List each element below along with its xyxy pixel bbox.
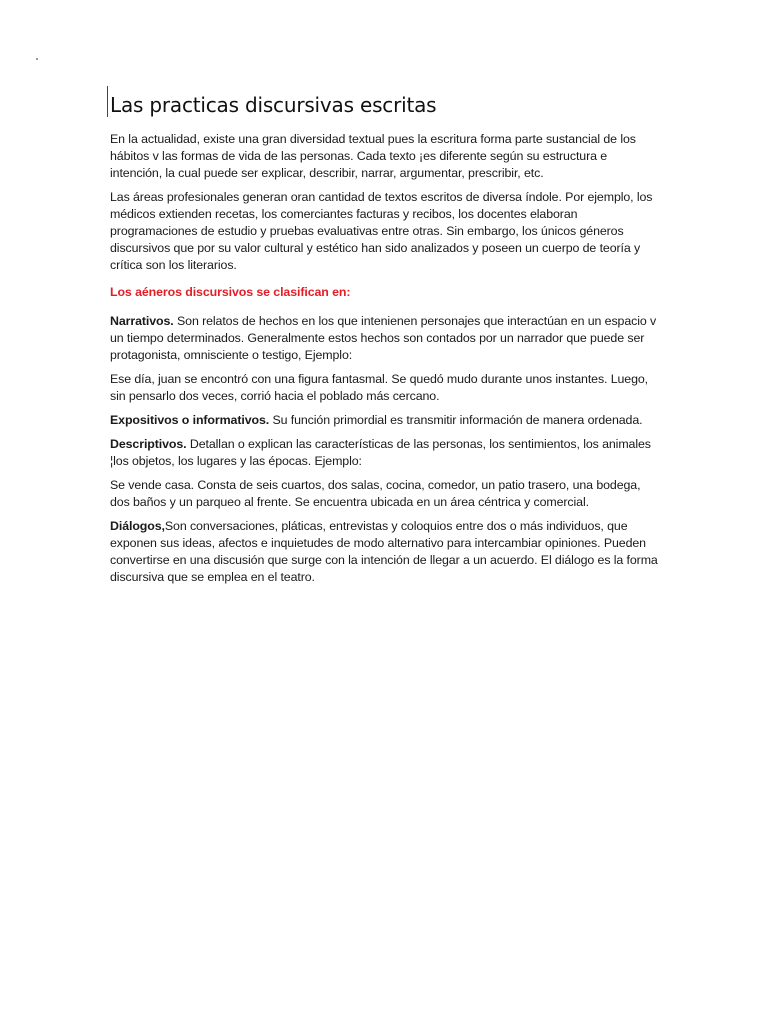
genre-narrativos xyxy=(110,313,658,364)
document-title xyxy=(110,86,658,117)
genre-descriptivos-example: Se vende casa. Consta de seis cuartos, dos salas, cocina, comedor, un patio trasero, una bodega, dos baños y un parqueo al frente. Se encuentra ubicada en un área céntrica y comercial. xyxy=(110,478,641,509)
areas-paragraph: Las áreas profesionales generan oran cantidad de textos escritos de diversa índole. Por ejemplo, los médicos extienden recetas, los comerciantes facturas y recibos, los docentes elaboran programaciones de estudio y pruebas evaluativas entre otras. Sin embargo, los únicos géneros discursivos que por su valor cultural y estético han sido analizados y poseen un cuerpo de teoría y crítica son los literarios. xyxy=(110,190,653,272)
genre-dialogos xyxy=(110,518,658,586)
genre-descriptivos-text: Detallan o explican las características de las personas, los sentimientos, los animales ¦los objetos, los lugares y las épocas. Ejemplo: xyxy=(110,437,651,468)
genre-dialogos-text: Son conversaciones, pláticas, entrevistas y coloquios entre dos o más individuos, que exponen sus ideas, afectos e inquietudes de modo alternativo para intercambiar opiniones. Pueden convertirse en una discusión que surge con la intención de llegar a un acuerdo. El diálogo es la forma discursiva que se emplea en el teatro. xyxy=(110,519,658,584)
genre-expositivos xyxy=(110,412,658,429)
genre-descriptivos xyxy=(110,436,658,470)
intro-paragraph: En la actualidad, existe una gran diversidad textual pues la escritura forma parte sustancial de los hábitos v las formas de vida de las personas. Cada texto ¡es diferente según su estructura e intención, la cual puede ser explicar, describir, narrar, argumentar, prescribir, etc. xyxy=(110,132,636,180)
document-title-text: Las practicas discursivas escritas xyxy=(110,93,437,117)
genre-expositivos-text: Su función primordial es transmitir información de manera ordenada. xyxy=(269,413,643,427)
genre-expositivos-lead: Expositivos o informativos. xyxy=(110,413,270,427)
genre-narrativos-lead: Narrativos. xyxy=(110,314,174,328)
genre-dialogos-lead: Diálogos, xyxy=(110,519,165,533)
section-heading: Los aéneros discursivos se clasifican en: xyxy=(110,285,351,299)
genre-narrativos-example: Ese día, juan se encontró con una figura fantasmal. Se quedó mudo durante unos instantes. Luego, sin pensarlo dos veces, corrió hacia el poblado más cercano. xyxy=(110,372,649,403)
text-cursor xyxy=(107,86,108,117)
genre-descriptivos-lead: Descriptivos. xyxy=(110,437,187,451)
document-body xyxy=(110,86,658,593)
genre-narrativos-text: Son relatos de hechos en los que intenienen personajes que interactúan en un espacio v un tiempo determinados. Generalmente estos hechos son contados por un narrador que puede ser protagonista, omnisciente o testigo, Ejemplo: xyxy=(110,314,657,362)
page-corner-mark xyxy=(36,58,38,60)
